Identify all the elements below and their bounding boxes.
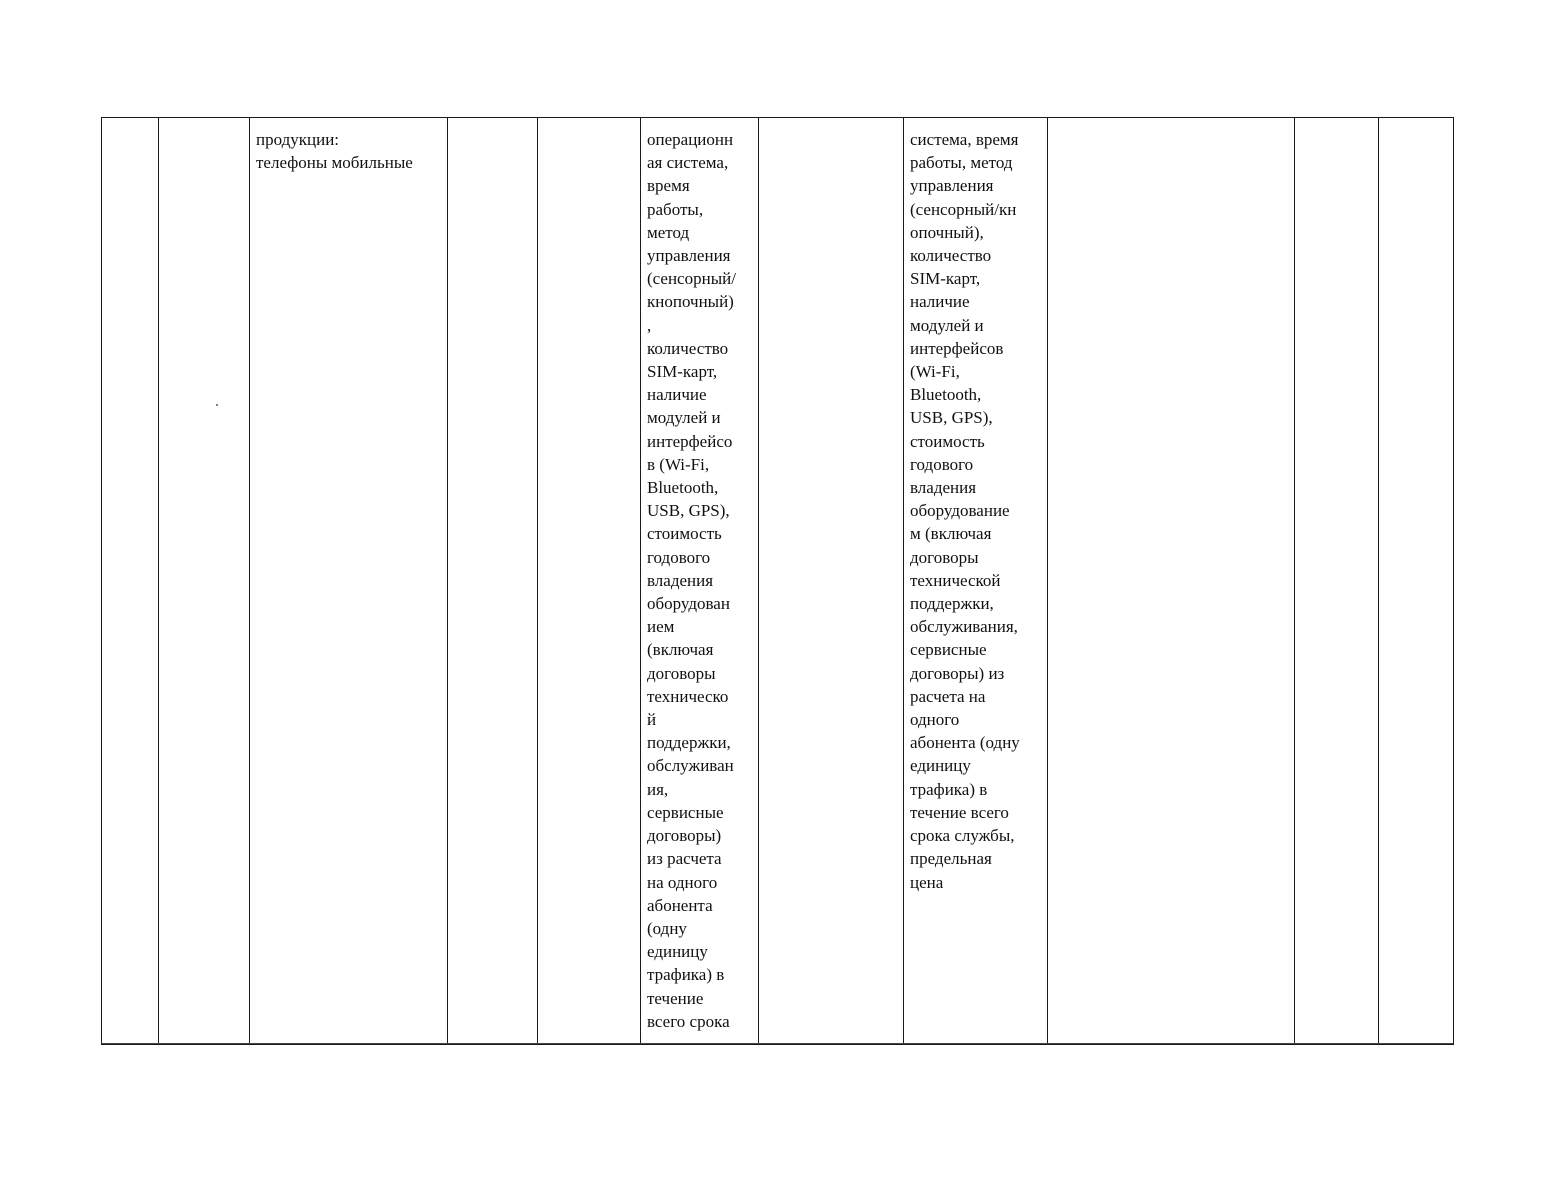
- cell-empty-10: [1295, 118, 1379, 1045]
- table-bottom-rule: [101, 1043, 1453, 1044]
- cell-empty-5: [538, 118, 641, 1045]
- cell-number: [102, 118, 159, 1045]
- cell-limits: [904, 118, 1048, 1045]
- table-row: [102, 118, 1454, 1045]
- cell-empty-11: [1379, 118, 1454, 1045]
- cell-empty-7: [759, 118, 904, 1045]
- cell-characteristics: [641, 118, 759, 1045]
- cell-empty-4: [448, 118, 538, 1045]
- characteristics-text: операционн ая система, время работы, метод управления (сенсорный/ кнопочный) , количество SIM-карт, наличие модулей и интерфейсо в (Wi-Fi, Bluetooth, USB, GPS), стоимость годового владения оборудован ием (включая договоры техническо й поддержки, обслуживан ия, сервисные договоры) из расчета на одного абонента (одну единицу трафика) в течение всего срока: [647, 130, 736, 1031]
- cell-product: [250, 118, 448, 1045]
- product-text: продукции: телефоны мобильные: [256, 130, 413, 173]
- scan-speck: [216, 404, 218, 406]
- limits-text: система, время работы, метод управления (сенсорный/кн опочный), количество SIM-карт, наличие модулей и интерфейсов (Wi-Fi, Bluetooth, USB, GPS), стоимость годового владения оборудование м (включая договоры технической поддержки, обслуживания, сервисные договоры) из расчета на одного абонента (одну единицу трафика) в течение всего срока службы, предельная цена: [910, 130, 1020, 892]
- cell-empty-9: [1048, 118, 1295, 1045]
- requirements-table: [101, 117, 1454, 1045]
- cell-code: [159, 118, 250, 1045]
